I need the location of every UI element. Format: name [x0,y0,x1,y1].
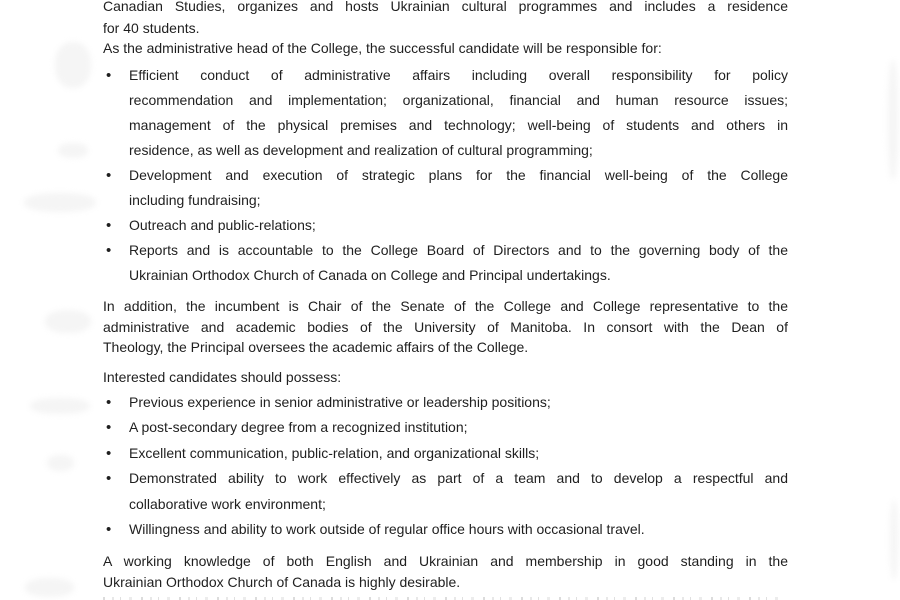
text-line: Demonstrated ability to work effectively as part of a team and to develop a respectful and [129,470,788,487]
responsibilities-bullet-list [103,63,788,288]
text-line: for 40 students. [103,20,200,36]
list-item [103,390,788,415]
scan-artifact [58,143,88,158]
text-line: Theology, the Principal oversees the academic affairs of the College. [103,339,529,355]
paragraph-responsibilities-intro [103,37,788,59]
text-line: administrative and academic bodies of the University of Manitoba. In consort with the Dean of [103,318,788,335]
qualifications-bullet-list [103,390,788,542]
bullet-icon: • [106,444,112,462]
text-line: management of the physical premises and technology; well-being of students and others in [129,117,788,133]
list-item [103,163,788,213]
text-line: Outreach and public-relations; [129,217,316,233]
text-line: recommendation and implementation; organizational, financial and human resource issues; [129,92,788,108]
bullet-icon: • [106,470,112,488]
paragraph-college-description [103,0,788,39]
list-item [103,517,788,542]
bullet-icon: • [106,217,112,234]
scan-artifact [45,310,91,333]
text-line: A post-secondary degree from a recognized institution; [129,419,468,436]
text-line: Development and execution of strategic plans for the financial well-being of the College [129,167,788,183]
list-item [103,415,788,440]
list-item [103,466,788,517]
scan-artifact [47,455,74,471]
scan-artifact [888,60,898,180]
bullet-icon: • [106,167,112,184]
text-line: Efficient conduct of administrative affairs including overall responsibility for policy [129,67,788,83]
scan-artifact [24,193,96,212]
text-line: Excellent communication, public-relation, and organizational skills; [129,444,540,461]
text-line: Reports and is accountable to the College Board of Directors and to the governing body of the [129,242,788,258]
text-line: residence, as well as development and realization of cultural programming; [129,142,593,158]
paragraph-language-requirement [103,551,788,592]
text-line: Willingness and ability to work outside of regular office hours with occasional travel. [129,521,645,538]
text-line: Previous experience in senior administrative or leadership positions; [129,394,551,410]
scan-artifact [55,42,91,88]
list-item [103,63,788,163]
bullet-icon: • [106,67,112,84]
scan-artifact [25,578,74,597]
list-item [103,213,788,238]
bullet-icon: • [106,242,112,259]
paragraph-senate-chair [103,296,788,358]
paragraph-qualifications-intro [103,366,788,388]
bullet-icon: • [106,521,112,539]
list-item [103,238,788,288]
bullet-icon: • [106,394,112,411]
text-line: Canadian Studies, organizes and hosts Ukrainian cultural programmes and includes a residence [103,0,788,14]
text-line: Interested candidates should possess: [103,369,342,385]
text-line: In addition, the incumbent is Chair of the Senate of the College and College representative to the [103,298,788,314]
text-line: including fundraising; [129,192,261,208]
text-line: A working knowledge of both English and Ukrainian and membership in good standing in the [103,553,788,569]
text-line: collaborative work environment; [129,495,326,512]
bullet-icon: • [106,419,112,437]
text-line: Ukrainian Orthodox Church of Canada is highly desirable. [103,573,461,590]
scan-artifact [890,500,898,580]
list-item [103,441,788,466]
text-line: As the administrative head of the College, the successful candidate will be responsible for: [103,40,662,56]
scan-artifact [30,398,90,414]
text-line: Ukrainian Orthodox Church of Canada on College and Principal undertakings. [129,267,611,283]
